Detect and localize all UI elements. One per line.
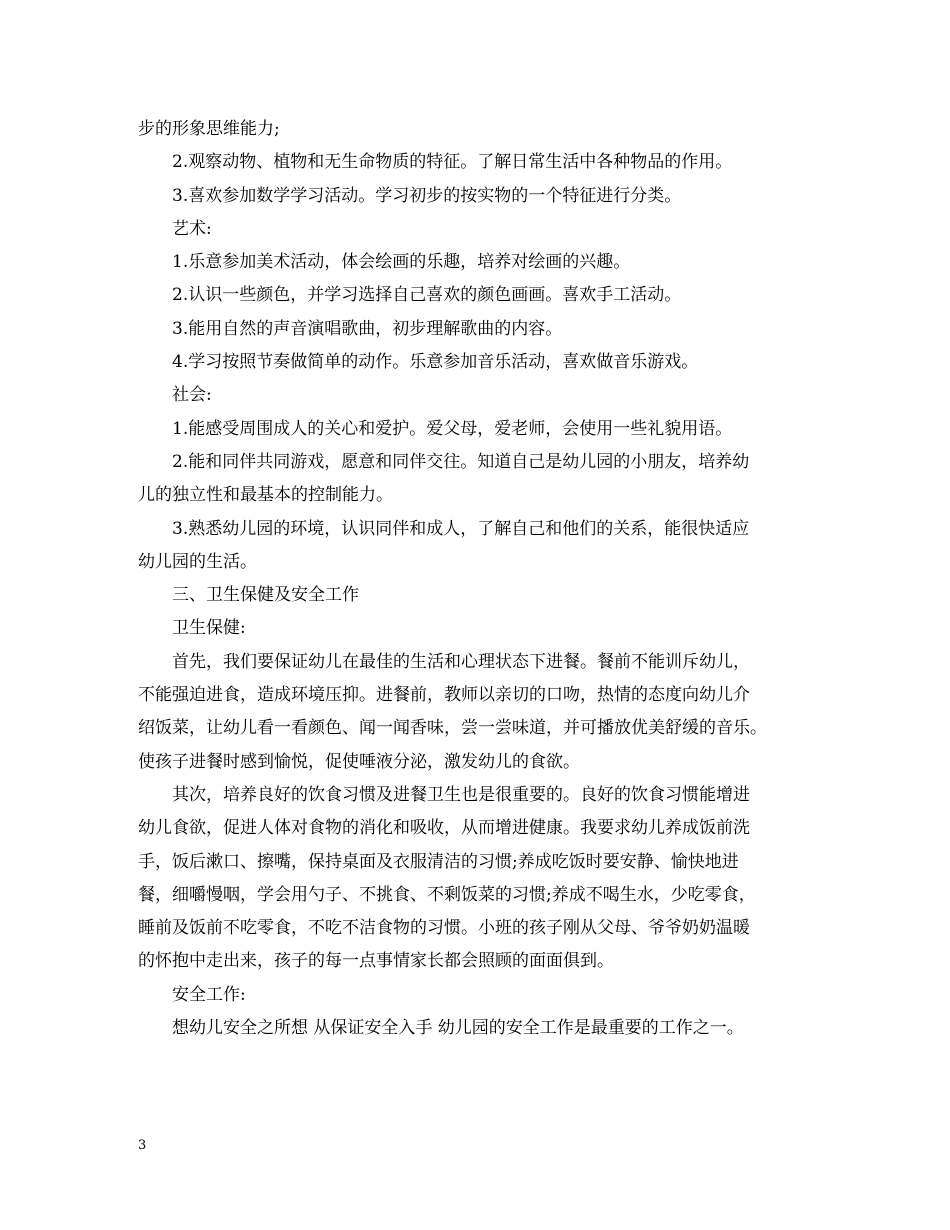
text-line: 其次，培养良好的饮食习惯及进餐卫生也是很重要的。良好的饮食习惯能增进: [172, 784, 750, 805]
text-line: 2.观察动物、植物和无生命物质的特征。了解日常生活中各种物品的作用。: [172, 152, 733, 173]
text-line: 1.能感受周围成人的关心和爱护。爱父母，爱老师，会使用一些礼貌用语。: [172, 418, 733, 439]
text-line: 想幼儿安全之所想 从保证安全入手 幼儿园的安全工作是最重要的工作之一。: [172, 1018, 744, 1039]
text-line: 使孩子进餐时感到愉悦，促使唾液分泌，激发幼儿的食欲。: [138, 751, 580, 772]
text-line: 幼儿食欲，促进人体对食物的消化和吸收，从而增进健康。我要求幼儿养成饭前洗: [138, 818, 750, 839]
text-line: 安全工作:: [172, 984, 246, 1005]
text-line: 儿的独立性和最基本的控制能力。: [138, 485, 393, 506]
text-line: 社会:: [172, 385, 212, 406]
text-line: 1.乐意参加美术活动，体会绘画的乐趣，培养对绘画的兴趣。: [172, 252, 631, 273]
text-line: 手，饭后漱口、擦嘴，保持桌面及衣服清洁的习惯;养成吃饭时要安静、愉快地进: [138, 851, 739, 872]
text-line: 3.能用自然的声音演唱歌曲，初步理解歌曲的内容。: [172, 318, 563, 339]
text-line: 3.喜欢参加数学学习活动。学习初步的按实物的一个特征进行分类。: [172, 185, 682, 206]
text-line: 幼儿园的生活。: [138, 551, 257, 572]
body-text: [138, 113, 814, 1045]
text-line: 4.学习按照节奏做简单的动作。乐意参加音乐活动，喜欢做音乐游戏。: [172, 352, 699, 373]
text-line: 睡前及饭前不吃零食，不吃不洁食物的习惯。小班的孩子刚从父母、爷爷奶奶温暖: [138, 918, 750, 939]
text-line: 的怀抱中走出来，孩子的每一点事情家长都会照顾的面面俱到。: [138, 951, 614, 972]
page-number: 3: [138, 1138, 147, 1153]
text-line: 2.认识一些颜色，并学习选择自己喜欢的颜色画画。喜欢手工活动。: [172, 285, 682, 306]
text-line: 3.熟悉幼儿园的环境，认识同伴和成人，了解自己和他们的关系，能很快适应: [172, 518, 750, 539]
text-line: 卫生保健:: [172, 618, 246, 639]
text-line: 2.能和同伴共同游戏，愿意和同伴交往。知道自己是幼儿园的小朋友，培养幼: [172, 451, 750, 472]
text-line: 三、卫生保健及安全工作: [172, 585, 359, 606]
text-line: 步的形象思维能力;: [138, 119, 280, 139]
text-line: 首先，我们要保证幼儿在最佳的生活和心理状态下进餐。餐前不能训斥幼儿，: [172, 651, 750, 672]
text-line: 餐，细嚼慢咽，学会用勺子、不挑食、不剩饭菜的习惯;养成不喝生水，少吃零食，: [138, 884, 756, 905]
text-line: 绍饭菜，让幼儿看一看颜色、闻一闻香味，尝一尝味道，并可播放优美舒缓的音乐。: [138, 718, 767, 739]
text-line: 艺术:: [172, 218, 212, 239]
text-line: 不能强迫进食，造成环境压抑。进餐前，教师以亲切的口吻，热情的态度向幼儿介: [138, 685, 750, 706]
